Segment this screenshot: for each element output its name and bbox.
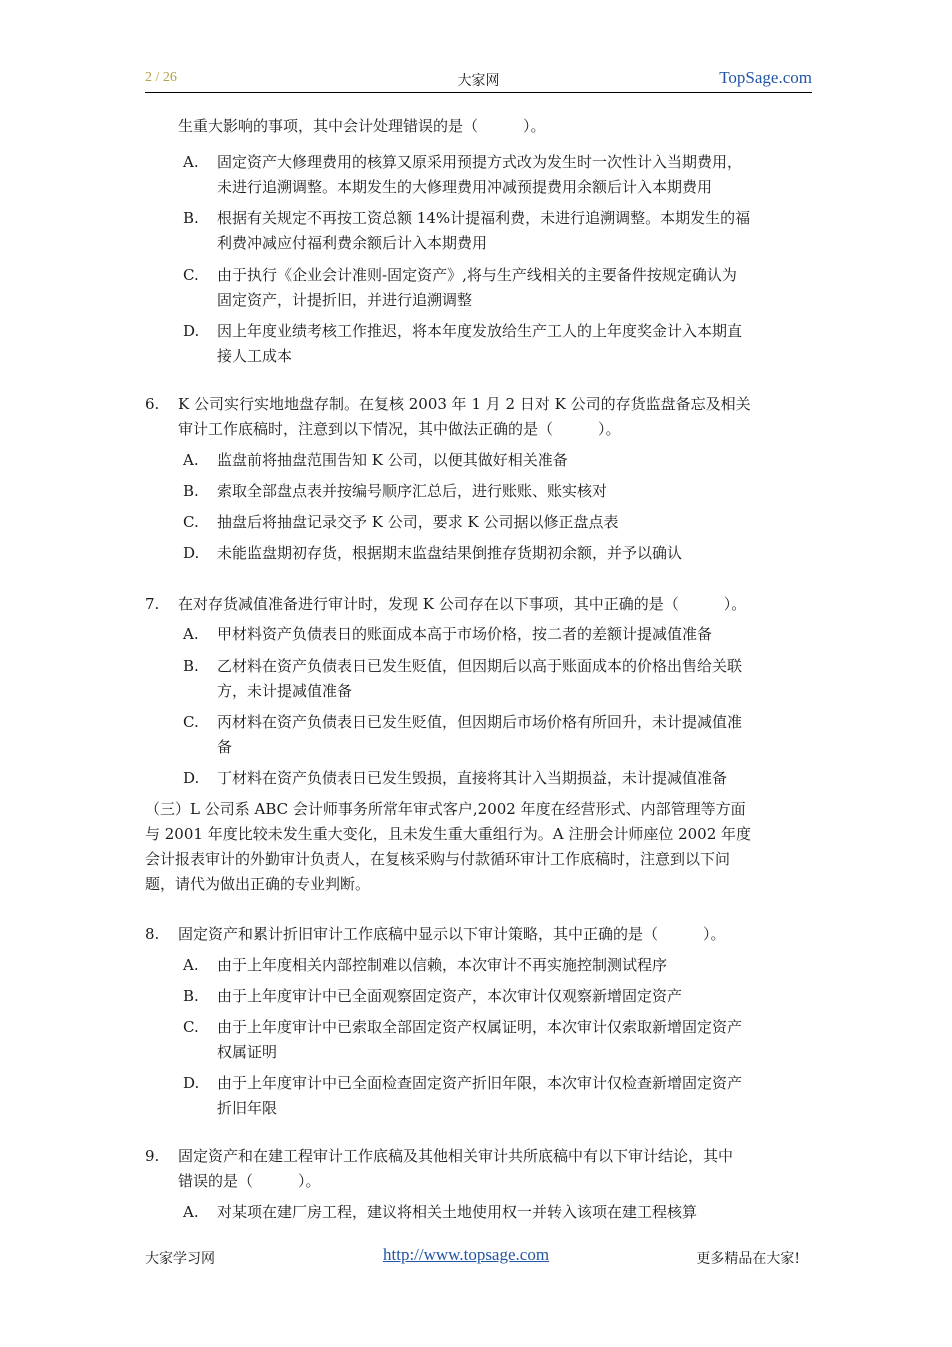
question-number: 8. bbox=[145, 925, 160, 943]
option-text-line: 由于上年度审计中已索取全部固定资产权属证明，本次审计仅索取新增固定资产 bbox=[217, 1018, 743, 1036]
option-text-line: 索取全部盘点表并按编号顺序汇总后，进行账账、账实核对 bbox=[217, 482, 608, 500]
option-text-line: 抽盘后将抽盘记录交予 K 公司，要求 K 公司据以修正盘点表 bbox=[217, 513, 619, 531]
footer-site-name: 大家学习网 bbox=[145, 1251, 215, 1267]
footer-slogan: 更多精品在大家! bbox=[696, 1251, 800, 1267]
option-label: C. bbox=[183, 266, 199, 284]
question-number: 6. bbox=[145, 395, 160, 413]
page-header bbox=[145, 68, 812, 93]
option-label: A. bbox=[183, 153, 199, 171]
option-label: D. bbox=[183, 322, 200, 340]
paragraph-line: 与 2001 年度比较未发生重大变化，且未发生重大重组行为。A 注册会计师座位 2002 年度 bbox=[145, 825, 752, 843]
option-text-line: 由于上年度审计中已全面检查固定资产折旧年限，本次审计仅检查新增固定资产 bbox=[217, 1074, 743, 1092]
option-label: D. bbox=[183, 1074, 200, 1092]
option-text-line: 方，未计提减值准备 bbox=[217, 682, 353, 700]
question-number: 9. bbox=[145, 1147, 160, 1165]
option-text-line: 未能监盘期初存货，根据期末监盘结果倒推存货期初余额，并予以确认 bbox=[217, 544, 683, 562]
option-label: B. bbox=[183, 657, 199, 675]
option-text-line: 因上年度业绩考核工作推迟，将本年度发放给生产工人的上年度奖金计入本期直 bbox=[217, 322, 743, 340]
site-name: 大家网 bbox=[457, 73, 500, 89]
option-label: A. bbox=[183, 956, 199, 974]
question-text-line: 错误的是（ ）。 bbox=[178, 1172, 321, 1190]
option-label: B. bbox=[183, 482, 199, 500]
option-text-line: 备 bbox=[217, 738, 233, 756]
question-text-line: K 公司实行实地地盘存制。在复核 2003 年 1 月 2 日对 K 公司的存货监盘备忘及相关 bbox=[178, 395, 751, 413]
page-indicator: 2 / 26 bbox=[145, 70, 177, 85]
brand-link[interactable]: TopSage.com bbox=[719, 68, 812, 87]
option-text-line: 利费冲减应付福利费余额后计入本期费用 bbox=[217, 234, 488, 252]
option-text-line: 固定资产，计提折旧，并进行追溯调整 bbox=[217, 291, 473, 309]
paragraph-line: 会计报表审计的外勤审计负责人，在复核采购与付款循环审计工作底稿时，注意到以下问 bbox=[145, 850, 731, 868]
option-text-line: 由于上年度相关内部控制难以信赖，本次审计不再实施控制测试程序 bbox=[217, 956, 668, 974]
option-text-line: 监盘前将抽盘范围告知 K 公司，以便其做好相关准备 bbox=[217, 451, 568, 469]
option-text-line: 由于执行《企业会计准则-固定资产》,将与生产线相关的主要备件按规定确认为 bbox=[217, 266, 737, 284]
option-label: A. bbox=[183, 451, 199, 469]
question-text-line: 在对存货减值准备进行审计时，发现 K 公司存在以下事项，其中正确的是（ ）。 bbox=[178, 595, 747, 613]
option-text-line: 丁材料在资产负债表日已发生毁损，直接将其计入当期损益，未计提减值准备 bbox=[217, 769, 728, 787]
question-number: 7. bbox=[145, 595, 160, 613]
option-text-line: 未进行追溯调整。本期发生的大修理费用冲减预提费用余额后计入本期费用 bbox=[217, 178, 713, 196]
question-text-line: 固定资产和累计折旧审计工作底稿中显示以下审计策略，其中正确的是（ ）。 bbox=[178, 925, 726, 943]
footer-link[interactable]: http://www.topsage.com bbox=[383, 1245, 550, 1264]
intro-line: 生重大影响的事项，其中会计处理错误的是（ ）。 bbox=[178, 117, 546, 135]
paragraph-line: （三）L 公司系 ABC 会计师事务所常年审式客户,2002 年度在经营形式、内部管理等方面 bbox=[145, 800, 746, 818]
option-label: D. bbox=[183, 544, 200, 562]
option-text-line: 对某项在建厂房工程，建议将相关土地使用权一并转入该项在建工程核算 bbox=[217, 1203, 698, 1221]
option-text-line: 乙材料在资产负债表日已发生贬值，但因期后以高于账面成本的价格出售给关联 bbox=[217, 657, 743, 675]
option-label: A. bbox=[183, 625, 199, 643]
option-text-line: 接人工成本 bbox=[217, 347, 293, 365]
option-label: A. bbox=[183, 1203, 199, 1221]
option-text-line: 权属证明 bbox=[217, 1043, 278, 1061]
option-label: D. bbox=[183, 769, 200, 787]
option-text-line: 由于上年度审计中已全面观察固定资产，本次审计仅观察新增固定资产 bbox=[217, 987, 683, 1005]
option-label: C. bbox=[183, 1018, 199, 1036]
paragraph-line: 题，请代为做出正确的专业判断。 bbox=[145, 875, 371, 893]
option-text-line: 甲材料资产负债表日的账面成本高于市场价格，按二者的差额计提减值准备 bbox=[217, 625, 713, 643]
option-label: B. bbox=[183, 209, 199, 227]
option-label: C. bbox=[183, 713, 199, 731]
page-footer bbox=[145, 1245, 810, 1269]
option-text-line: 折旧年限 bbox=[217, 1099, 278, 1117]
question-text-line: 固定资产和在建工程审计工作底稿及其他相关审计共所底稿中有以下审计结论，其中 bbox=[178, 1147, 734, 1165]
option-label: B. bbox=[183, 987, 199, 1005]
option-label: C. bbox=[183, 513, 199, 531]
option-text-line: 丙材料在资产负债表日已发生贬值，但因期后市场价格有所回升，未计提减值准 bbox=[217, 713, 743, 731]
option-text-line: 根据有关规定不再按工资总额 14%计提福利费，未进行追溯调整。本期发生的福 bbox=[217, 209, 751, 227]
option-text-line: 固定资产大修理费用的核算又原采用预提方式改为发生时一次性计入当期费用， bbox=[217, 153, 743, 171]
question-text-line: 审计工作底稿时，注意到以下情况，其中做法正确的是（ ）。 bbox=[178, 420, 621, 438]
